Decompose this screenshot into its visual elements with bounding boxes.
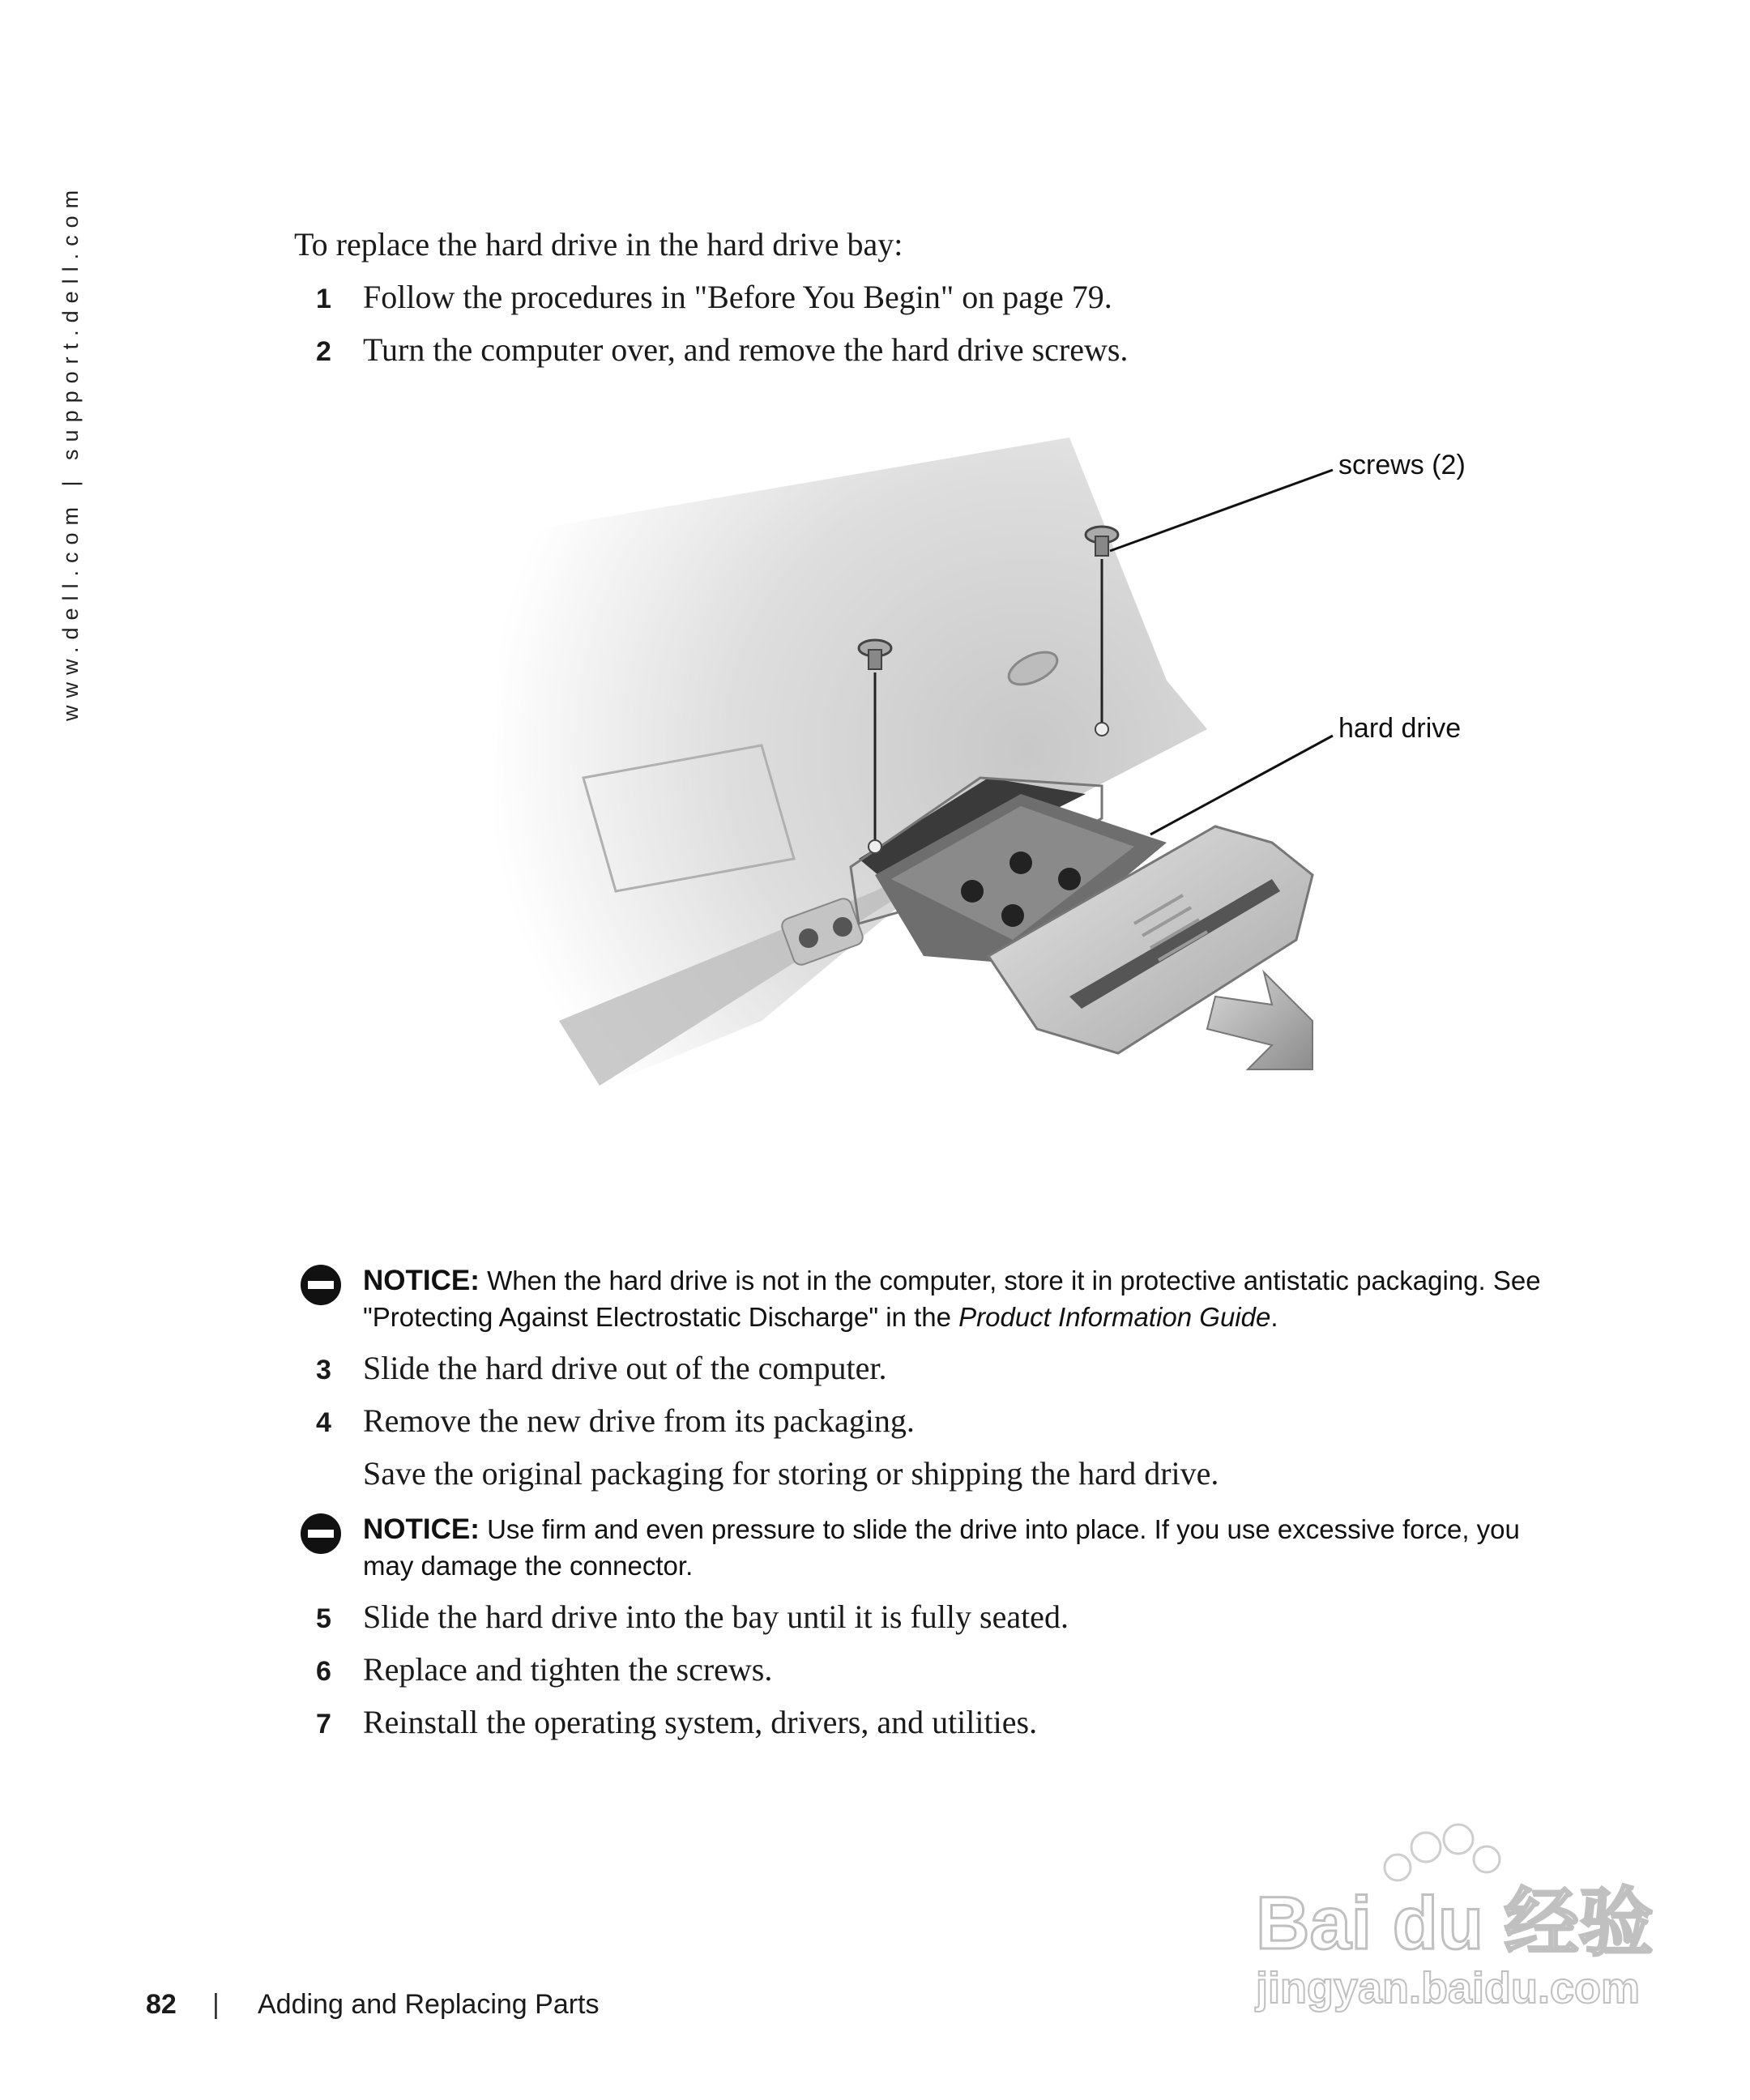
leader-hard-drive bbox=[1150, 736, 1333, 834]
drive-hole bbox=[961, 880, 984, 903]
hard-drive-removal-illustration bbox=[454, 438, 1458, 1167]
step-text: Slide the hard drive into the bay until it is fully seated. bbox=[363, 1598, 1069, 1635]
callout-hard-drive: hard drive bbox=[1338, 713, 1462, 744]
side-url: www.dell.com | support.dell.com bbox=[58, 182, 83, 721]
step-text: Follow the procedures in "Before You Begin" on page 79. bbox=[363, 279, 1112, 315]
notice-text: Use firm and even pressure to slide the drive into place. If you use excessive force, you may damage the connector. bbox=[363, 1514, 1520, 1581]
callout-screws: screws (2) bbox=[1338, 450, 1466, 480]
step-number: 5 bbox=[316, 1603, 331, 1634]
footer-section-title: Adding and Replacing Parts bbox=[258, 1989, 600, 2020]
step-6 bbox=[316, 1650, 772, 1688]
notice-label: NOTICE: bbox=[363, 1513, 480, 1545]
step-1 bbox=[316, 278, 1112, 316]
notice-firm-pressure bbox=[298, 1511, 1562, 1584]
step-text: Reinstall the operating system, drivers, and utilities. bbox=[363, 1704, 1038, 1740]
step-number: 7 bbox=[316, 1709, 331, 1739]
drive-hole bbox=[1058, 868, 1081, 890]
notice-emphasis: Product Information Guide bbox=[958, 1302, 1271, 1332]
drive-hole bbox=[1009, 852, 1032, 874]
intro-text: To replace the hard drive in the hard drive bay: bbox=[294, 226, 903, 262]
step-4 bbox=[316, 1402, 915, 1440]
step-number: 6 bbox=[316, 1656, 331, 1687]
notice-icon bbox=[298, 1511, 344, 1556]
notice-icon bbox=[298, 1262, 344, 1308]
footer-separator: | bbox=[212, 1989, 220, 2020]
step-7 bbox=[316, 1703, 1037, 1741]
step-5 bbox=[316, 1598, 1069, 1636]
watermark-brand: Bai du 经验 bbox=[1256, 1882, 1654, 1965]
watermark-url: jingyan.baidu.com bbox=[1256, 1964, 1641, 2012]
notice-text: When the hard drive is not in the computer, store it in protective antistatic packaging. See "Protecting Against Electrostatic Discharge" in the bbox=[363, 1266, 1541, 1332]
step-number: 1 bbox=[316, 284, 331, 314]
leader-screws bbox=[1110, 470, 1333, 551]
step-text: Remove the new drive from its packaging. bbox=[363, 1402, 915, 1439]
step-3 bbox=[316, 1349, 887, 1387]
step-text: Turn the computer over, and remove the hard drive screws. bbox=[363, 331, 1129, 368]
step-4-note: Save the original packaging for storing or shipping the hard drive. bbox=[363, 1455, 1219, 1492]
step-text: Replace and tighten the screws. bbox=[363, 1651, 773, 1688]
notice-text-end: . bbox=[1270, 1302, 1278, 1332]
port-jack bbox=[833, 917, 852, 937]
step-number: 4 bbox=[316, 1407, 331, 1438]
drive-hole bbox=[1001, 904, 1024, 927]
step-2 bbox=[316, 331, 1128, 369]
notice-label: NOTICE: bbox=[363, 1265, 480, 1296]
notice-antistatic bbox=[298, 1262, 1562, 1335]
step-number: 3 bbox=[316, 1355, 331, 1385]
baidu-watermark bbox=[1240, 1815, 1669, 2017]
page-number: 82 bbox=[146, 1989, 177, 2020]
step-text: Slide the hard drive out of the computer. bbox=[363, 1350, 887, 1386]
step-number: 2 bbox=[316, 336, 331, 367]
port-jack bbox=[799, 928, 818, 948]
